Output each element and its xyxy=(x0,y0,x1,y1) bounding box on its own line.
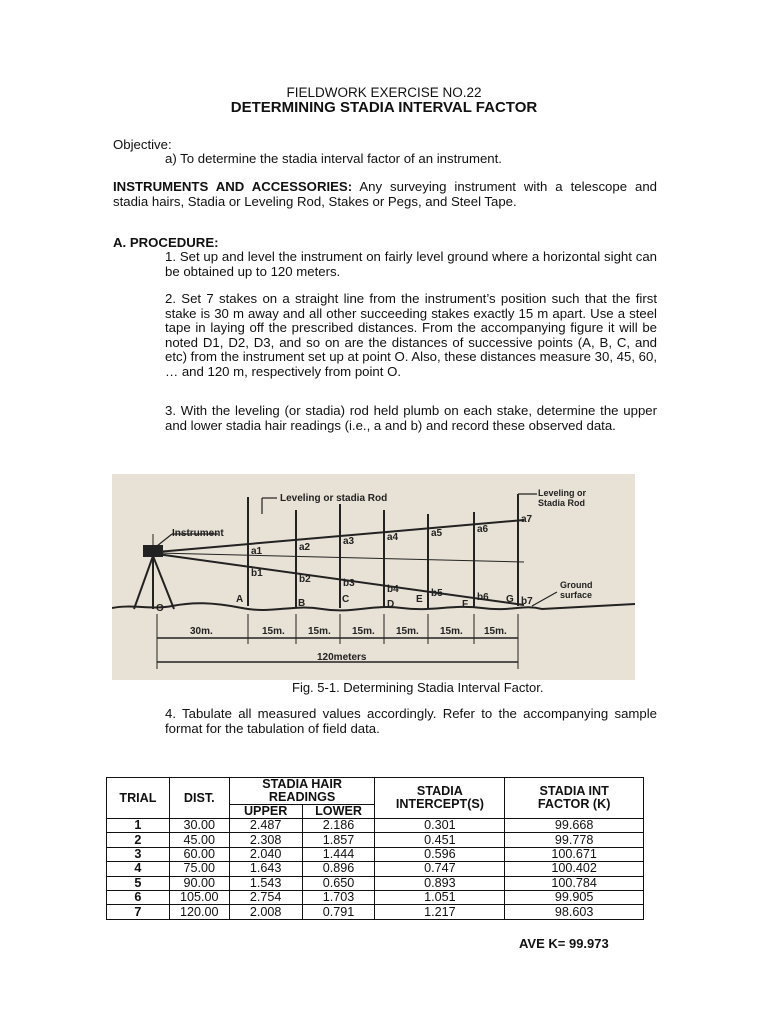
lower-reading-b5: b5 xyxy=(431,588,443,599)
table-cell: 90.00 xyxy=(169,876,229,890)
table-cell: 98.603 xyxy=(505,905,644,919)
procedure-step-2: 2. Set 7 stakes on a straight line from the instrument’s position such that the first stake is 30 m away and all other succeeding stakes exactly 15 m apart. Use a steel tape in laying off the prescribed distances. From the accompanying figure it will be noted D1, D2, D3, and so on are the distances of successive points (A, B, C, and etc) from the instrument set up at point O. Also, these distances measure 30, 45, 60, … and 120 m, respectively from point O. xyxy=(165,291,657,379)
spacing-label-5: 15m. xyxy=(396,626,419,637)
point-g-label: G xyxy=(506,594,514,605)
point-e-label: E xyxy=(416,594,423,605)
table-cell: 6 xyxy=(107,890,170,904)
table-cell: 0.596 xyxy=(375,847,505,861)
objective-label: Objective: xyxy=(113,137,172,152)
table-cell: 1.543 xyxy=(229,876,302,890)
spacing-label-7: 15m. xyxy=(484,626,507,637)
spacing-label-4: 15m. xyxy=(352,626,375,637)
rod-right-label-1: Leveling or xyxy=(538,488,587,498)
table-row xyxy=(107,876,644,890)
table-cell: 0.791 xyxy=(302,905,375,919)
upper-reading-a5: a5 xyxy=(431,528,443,539)
table-cell: 3 xyxy=(107,847,170,861)
table-cell: 1.703 xyxy=(302,890,375,904)
table-cell: 0.451 xyxy=(375,833,505,847)
table-row xyxy=(107,819,644,833)
upper-reading-a7: a7 xyxy=(521,514,533,525)
table-cell: 99.905 xyxy=(505,890,644,904)
header-factor: STADIA INT FACTOR (K) xyxy=(505,778,644,819)
lower-reading-b3: b3 xyxy=(343,578,355,589)
table-cell: 99.778 xyxy=(505,833,644,847)
instrument-label: Instrument xyxy=(172,528,224,539)
table-cell: 2.308 xyxy=(229,833,302,847)
average-k: AVE K= 99.973 xyxy=(519,936,609,951)
table-cell: 4 xyxy=(107,862,170,876)
header-dist: DIST. xyxy=(169,778,229,819)
header-trial: TRIAL xyxy=(107,778,170,819)
table-row xyxy=(107,862,644,876)
table-cell: 7 xyxy=(107,905,170,919)
header-upper: UPPER xyxy=(229,805,302,819)
table-cell: 100.671 xyxy=(505,847,644,861)
table-cell: 1 xyxy=(107,819,170,833)
point-b-label: B xyxy=(298,598,306,609)
table-cell: 1.444 xyxy=(302,847,375,861)
table-row xyxy=(107,833,644,847)
table-cell: 2.754 xyxy=(229,890,302,904)
lower-reading-b6: b6 xyxy=(477,592,489,603)
exercise-heading: FIELDWORK EXERCISE NO.22 xyxy=(286,85,482,100)
upper-reading-a1: a1 xyxy=(251,546,263,557)
lower-reading-b2: b2 xyxy=(299,574,311,585)
instruments-text: Any surveying instrument with a telescope and stadia hairs, Stadia or Leveling Rod, Stakes or Pegs, and Steel Tape. xyxy=(113,179,657,209)
table-cell: 0.650 xyxy=(302,876,375,890)
table-cell: 0.747 xyxy=(375,862,505,876)
table-cell: 2 xyxy=(107,833,170,847)
ground-label-2: surface xyxy=(560,590,593,600)
point-d-label: D xyxy=(387,599,395,610)
header-intercept: STADIA INTERCEPT(S) xyxy=(375,778,505,819)
tripod-leg-right xyxy=(153,556,174,609)
table-row xyxy=(107,890,644,904)
stadia-figure xyxy=(112,474,635,680)
procedure-step-1-text: 1. Set up and level the instrument on fairly level ground where a horizontal sight can be obtained up to 120 meters. xyxy=(165,249,657,279)
procedure-step-1 xyxy=(165,250,657,279)
instruments-label: INSTRUMENTS AND ACCESSORIES: xyxy=(113,179,353,194)
table-cell: 2.186 xyxy=(302,819,375,833)
ground-line xyxy=(112,603,635,610)
upper-reading-a2: a2 xyxy=(299,542,311,553)
instruments-paragraph xyxy=(113,180,657,209)
rod-top-label: Leveling or stadia Rod xyxy=(280,493,388,504)
table-cell: 120.00 xyxy=(169,905,229,919)
total-distance-label: 120meters xyxy=(317,652,367,663)
document-title: DETERMINING STADIA INTERVAL FACTOR xyxy=(230,99,538,116)
table-cell: 99.668 xyxy=(505,819,644,833)
tripod-leg-left xyxy=(134,556,153,609)
table-cell: 1.857 xyxy=(302,833,375,847)
table-cell: 0.893 xyxy=(375,876,505,890)
procedure-step-3: 3. With the leveling (or stadia) rod held plumb on each stake, determine the upper and lower stadia hair readings (i.e., a and b) and record these observed data. xyxy=(165,403,657,433)
header-readings: STADIA HAIR READINGS xyxy=(229,778,375,805)
upper-reading-a4: a4 xyxy=(387,532,399,543)
table-cell: 30.00 xyxy=(169,819,229,833)
point-a-label: A xyxy=(236,594,244,605)
spacing-label-1: 30m. xyxy=(190,626,213,637)
table-body xyxy=(107,819,644,920)
table-row xyxy=(107,905,644,919)
table-cell: 60.00 xyxy=(169,847,229,861)
table-row xyxy=(107,847,644,861)
spacing-label-3: 15m. xyxy=(308,626,331,637)
table-cell: 75.00 xyxy=(169,862,229,876)
table-cell: 100.784 xyxy=(505,876,644,890)
table-cell: 0.896 xyxy=(302,862,375,876)
objective-item: a) To determine the stadia interval factor of an instrument. xyxy=(165,151,502,166)
table-cell: 2.487 xyxy=(229,819,302,833)
header-lower: LOWER xyxy=(302,805,375,819)
procedure-label: A. PROCEDURE: xyxy=(113,235,219,250)
lower-reading-b4: b4 xyxy=(387,584,399,595)
ground-label-1: Ground xyxy=(560,580,593,590)
table-cell: 105.00 xyxy=(169,890,229,904)
figure-caption: Fig. 5-1. Determining Stadia Interval Factor. xyxy=(292,680,544,695)
table-cell: 1.643 xyxy=(229,862,302,876)
upper-reading-a3: a3 xyxy=(343,536,355,547)
table-cell: 100.402 xyxy=(505,862,644,876)
lower-reading-b1: b1 xyxy=(251,568,263,579)
field-data-table xyxy=(106,777,644,920)
table-cell: 2.040 xyxy=(229,847,302,861)
stadia-diagram xyxy=(112,474,635,680)
spacing-label-2: 15m. xyxy=(262,626,285,637)
table-cell: 1.217 xyxy=(375,905,505,919)
rod-right-label-2: Stadia Rod xyxy=(538,498,586,508)
table-cell: 0.301 xyxy=(375,819,505,833)
spacing-label-6: 15m. xyxy=(440,626,463,637)
point-f-label: F xyxy=(462,599,469,610)
table-cell: 2.008 xyxy=(229,905,302,919)
point-c-label: C xyxy=(342,594,350,605)
lower-reading-b7: b7 xyxy=(521,596,533,607)
procedure-step-4: 4. Tabulate all measured values accordingly. Refer to the accompanying sample format for the tabulation of field data. xyxy=(165,706,657,736)
table-cell: 5 xyxy=(107,876,170,890)
table-cell: 1.051 xyxy=(375,890,505,904)
upper-reading-a6: a6 xyxy=(477,524,489,535)
point-o-label: O xyxy=(156,603,164,614)
table-cell: 45.00 xyxy=(169,833,229,847)
